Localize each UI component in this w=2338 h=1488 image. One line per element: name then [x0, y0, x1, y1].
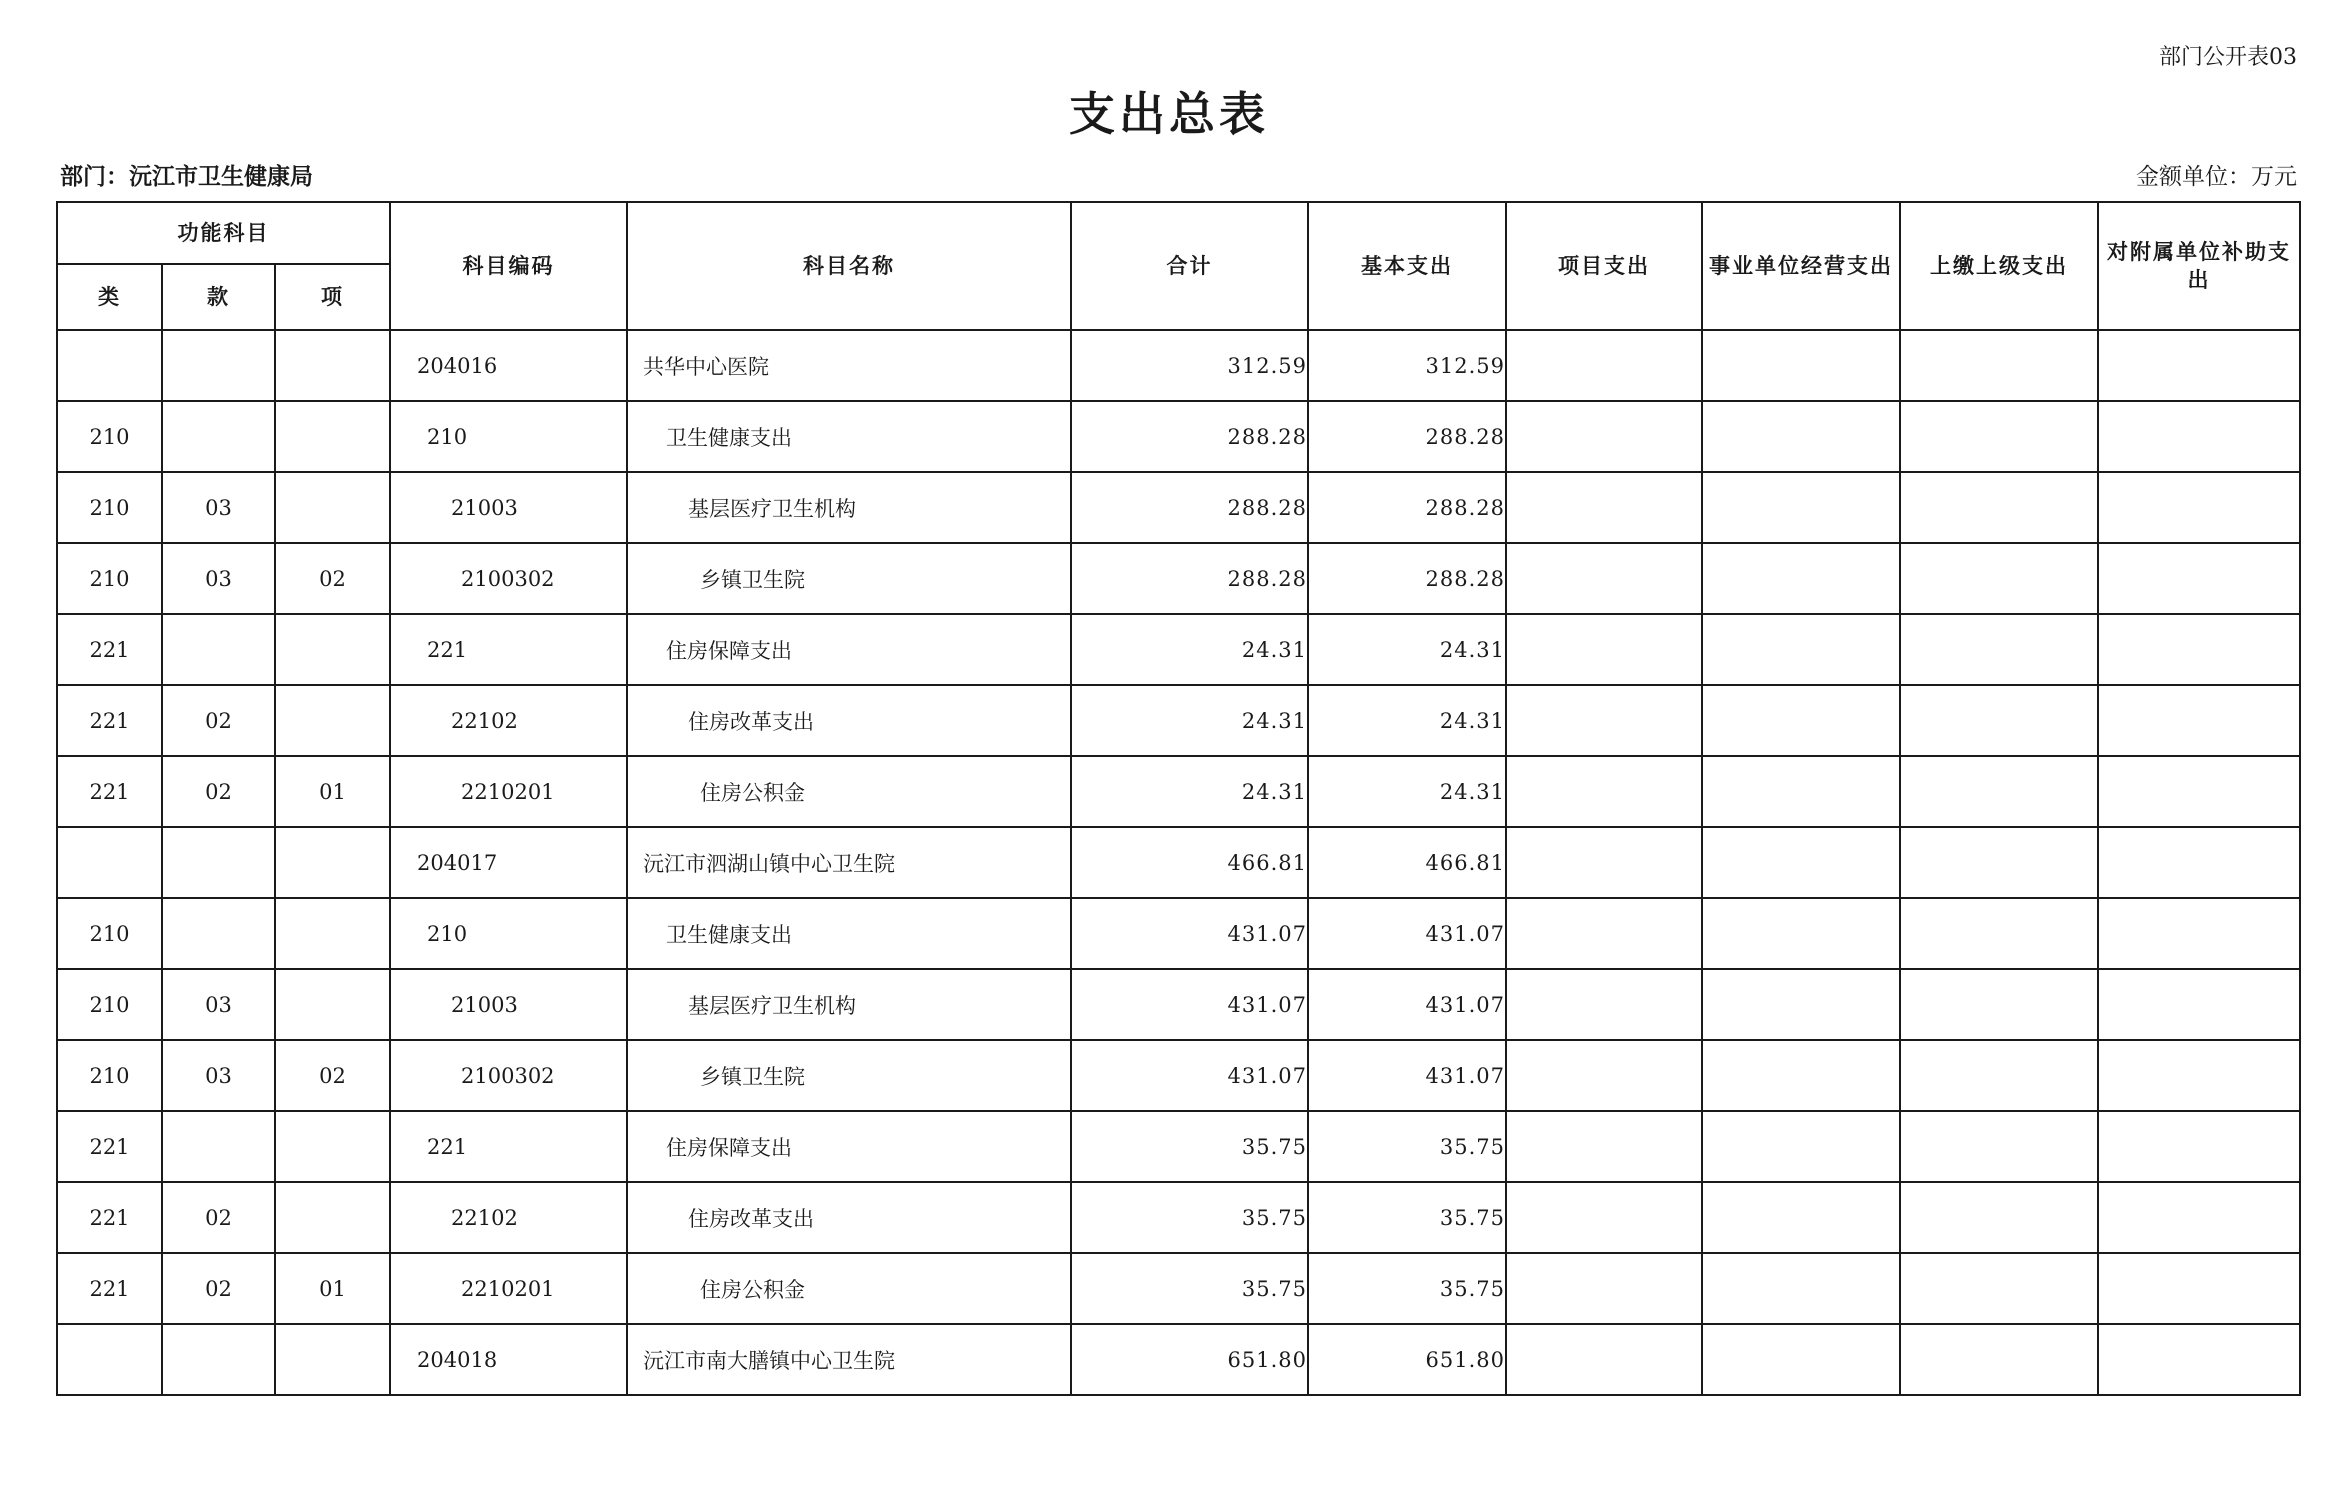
- table-row: [57, 898, 2300, 969]
- table-row: [57, 1040, 2300, 1111]
- table-row: [57, 1324, 2300, 1395]
- cell-subsidy: [2098, 1040, 2300, 1111]
- table-header: [57, 202, 2300, 330]
- cell-xiang: [275, 685, 390, 756]
- cell-total: 651.80: [1071, 1324, 1308, 1395]
- cell-basic: 312.59: [1308, 330, 1506, 401]
- cell-project: [1506, 472, 1702, 543]
- cell-code: 22102: [390, 1182, 627, 1253]
- cell-business: [1702, 685, 1900, 756]
- header-upper: 上缴上级支出: [1900, 202, 2098, 330]
- cell-project: [1506, 330, 1702, 401]
- cell-name: 住房改革支出: [627, 685, 1071, 756]
- cell-upper: [1900, 401, 2098, 472]
- cell-code: 221: [390, 1111, 627, 1182]
- cell-subsidy: [2098, 969, 2300, 1040]
- cell-lei: 210: [57, 898, 162, 969]
- cell-lei: 221: [57, 756, 162, 827]
- cell-project: [1506, 1111, 1702, 1182]
- cell-upper: [1900, 827, 2098, 898]
- header-business: 事业单位经营支出: [1702, 202, 1900, 330]
- cell-business: [1702, 756, 1900, 827]
- cell-business: [1702, 401, 1900, 472]
- cell-lei: 210: [57, 969, 162, 1040]
- cell-kuan: [162, 401, 275, 472]
- cell-kuan: 02: [162, 756, 275, 827]
- cell-upper: [1900, 1253, 2098, 1324]
- cell-total: 466.81: [1071, 827, 1308, 898]
- cell-total: 288.28: [1071, 401, 1308, 472]
- cell-business: [1702, 472, 1900, 543]
- cell-basic: 24.31: [1308, 685, 1506, 756]
- cell-total: 288.28: [1071, 472, 1308, 543]
- cell-basic: 651.80: [1308, 1324, 1506, 1395]
- cell-basic: 24.31: [1308, 614, 1506, 685]
- table-row: [57, 330, 2300, 401]
- cell-business: [1702, 330, 1900, 401]
- cell-business: [1702, 1324, 1900, 1395]
- cell-code: 2100302: [390, 543, 627, 614]
- cell-xiang: [275, 969, 390, 1040]
- cell-name: 住房公积金: [627, 756, 1071, 827]
- cell-name: 沅江市泗湖山镇中心卫生院: [627, 827, 1071, 898]
- cell-project: [1506, 1253, 1702, 1324]
- cell-lei: 210: [57, 543, 162, 614]
- cell-upper: [1900, 1182, 2098, 1253]
- cell-basic: 431.07: [1308, 1040, 1506, 1111]
- cell-upper: [1900, 1111, 2098, 1182]
- cell-xiang: [275, 898, 390, 969]
- header-code: 科目编码: [390, 202, 627, 330]
- cell-name: 乡镇卫生院: [627, 543, 1071, 614]
- cell-code: 2210201: [390, 756, 627, 827]
- cell-xiang: 01: [275, 1253, 390, 1324]
- cell-project: [1506, 614, 1702, 685]
- cell-business: [1702, 614, 1900, 685]
- cell-subsidy: [2098, 756, 2300, 827]
- cell-lei: [57, 330, 162, 401]
- cell-project: [1506, 543, 1702, 614]
- cell-xiang: [275, 1324, 390, 1395]
- cell-code: 210: [390, 898, 627, 969]
- cell-code: 204016: [390, 330, 627, 401]
- header-total: 合计: [1071, 202, 1308, 330]
- cell-total: 431.07: [1071, 898, 1308, 969]
- cell-name: 共华中心医院: [627, 330, 1071, 401]
- cell-business: [1702, 543, 1900, 614]
- cell-business: [1702, 1182, 1900, 1253]
- cell-kuan: [162, 898, 275, 969]
- cell-business: [1702, 1111, 1900, 1182]
- cell-code: 21003: [390, 969, 627, 1040]
- cell-basic: 288.28: [1308, 401, 1506, 472]
- cell-lei: [57, 827, 162, 898]
- header-xiang: 项: [275, 264, 390, 330]
- cell-name: 基层医疗卫生机构: [627, 472, 1071, 543]
- unit-label: 金额单位：万元: [2136, 164, 2297, 190]
- cell-code: 2210201: [390, 1253, 627, 1324]
- cell-xiang: 02: [275, 543, 390, 614]
- cell-basic: 35.75: [1308, 1253, 1506, 1324]
- header-kuan: 款: [162, 264, 275, 330]
- cell-business: [1702, 969, 1900, 1040]
- cell-subsidy: [2098, 1111, 2300, 1182]
- cell-name: 沅江市南大膳镇中心卫生院: [627, 1324, 1071, 1395]
- cell-upper: [1900, 472, 2098, 543]
- cell-xiang: 02: [275, 1040, 390, 1111]
- cell-xiang: 01: [275, 756, 390, 827]
- cell-kuan: [162, 614, 275, 685]
- cell-name: 基层医疗卫生机构: [627, 969, 1071, 1040]
- cell-kuan: 03: [162, 969, 275, 1040]
- cell-project: [1506, 1040, 1702, 1111]
- cell-total: 35.75: [1071, 1182, 1308, 1253]
- cell-business: [1702, 827, 1900, 898]
- header-func-group: 功能科目: [57, 202, 390, 264]
- cell-kuan: 02: [162, 685, 275, 756]
- cell-basic: 288.28: [1308, 543, 1506, 614]
- cell-code: 204018: [390, 1324, 627, 1395]
- cell-name: 住房保障支出: [627, 614, 1071, 685]
- cell-upper: [1900, 898, 2098, 969]
- cell-code: 21003: [390, 472, 627, 543]
- table-row: [57, 827, 2300, 898]
- header-subsidy: 对附属单位补助支出: [2098, 202, 2300, 330]
- cell-lei: 221: [57, 1111, 162, 1182]
- cell-code: 22102: [390, 685, 627, 756]
- cell-project: [1506, 969, 1702, 1040]
- cell-upper: [1900, 685, 2098, 756]
- cell-upper: [1900, 543, 2098, 614]
- cell-kuan: [162, 827, 275, 898]
- table-row: [57, 1111, 2300, 1182]
- cell-total: 35.75: [1071, 1111, 1308, 1182]
- cell-subsidy: [2098, 827, 2300, 898]
- cell-total: 431.07: [1071, 969, 1308, 1040]
- cell-total: 312.59: [1071, 330, 1308, 401]
- cell-project: [1506, 827, 1702, 898]
- cell-code: 221: [390, 614, 627, 685]
- table-body: [57, 330, 2300, 1395]
- cell-business: [1702, 1040, 1900, 1111]
- cell-lei: 221: [57, 614, 162, 685]
- cell-name: 住房保障支出: [627, 1111, 1071, 1182]
- cell-project: [1506, 685, 1702, 756]
- cell-total: 35.75: [1071, 1253, 1308, 1324]
- cell-total: 24.31: [1071, 614, 1308, 685]
- cell-kuan: 02: [162, 1253, 275, 1324]
- department-label: 部门：沅江市卫生健康局: [60, 164, 313, 190]
- cell-subsidy: [2098, 330, 2300, 401]
- cell-code: 2100302: [390, 1040, 627, 1111]
- cell-basic: 466.81: [1308, 827, 1506, 898]
- table-row: [57, 543, 2300, 614]
- cell-subsidy: [2098, 472, 2300, 543]
- table-row: [57, 1253, 2300, 1324]
- cell-subsidy: [2098, 1182, 2300, 1253]
- cell-subsidy: [2098, 898, 2300, 969]
- header-project: 项目支出: [1506, 202, 1702, 330]
- table-row: [57, 685, 2300, 756]
- cell-kuan: [162, 1111, 275, 1182]
- cell-lei: 210: [57, 1040, 162, 1111]
- cell-kuan: [162, 1324, 275, 1395]
- cell-xiang: [275, 472, 390, 543]
- cell-subsidy: [2098, 401, 2300, 472]
- cell-basic: 288.28: [1308, 472, 1506, 543]
- cell-lei: 221: [57, 1253, 162, 1324]
- cell-xiang: [275, 1182, 390, 1253]
- cell-lei: 210: [57, 472, 162, 543]
- cell-lei: 221: [57, 685, 162, 756]
- cell-kuan: 03: [162, 1040, 275, 1111]
- cell-project: [1506, 898, 1702, 969]
- cell-subsidy: [2098, 614, 2300, 685]
- cell-basic: 431.07: [1308, 898, 1506, 969]
- expenditure-table: [56, 201, 2301, 1396]
- cell-basic: 35.75: [1308, 1182, 1506, 1253]
- cell-name: 卫生健康支出: [627, 898, 1071, 969]
- cell-upper: [1900, 1040, 2098, 1111]
- cell-xiang: [275, 827, 390, 898]
- cell-code: 204017: [390, 827, 627, 898]
- cell-xiang: [275, 330, 390, 401]
- header-lei: 类: [57, 264, 162, 330]
- cell-total: 24.31: [1071, 756, 1308, 827]
- cell-xiang: [275, 614, 390, 685]
- cell-upper: [1900, 756, 2098, 827]
- cell-upper: [1900, 969, 2098, 1040]
- cell-basic: 431.07: [1308, 969, 1506, 1040]
- cell-project: [1506, 401, 1702, 472]
- cell-business: [1702, 898, 1900, 969]
- cell-name: 乡镇卫生院: [627, 1040, 1071, 1111]
- cell-basic: 24.31: [1308, 756, 1506, 827]
- cell-upper: [1900, 1324, 2098, 1395]
- table-row: [57, 756, 2300, 827]
- cell-xiang: [275, 1111, 390, 1182]
- cell-project: [1506, 756, 1702, 827]
- cell-lei: 221: [57, 1182, 162, 1253]
- cell-kuan: 02: [162, 1182, 275, 1253]
- cell-subsidy: [2098, 685, 2300, 756]
- page-title: 支出总表: [1069, 87, 1269, 141]
- cell-total: 431.07: [1071, 1040, 1308, 1111]
- cell-total: 288.28: [1071, 543, 1308, 614]
- cell-kuan: [162, 330, 275, 401]
- cell-subsidy: [2098, 1324, 2300, 1395]
- table-row: [57, 401, 2300, 472]
- cell-name: 卫生健康支出: [627, 401, 1071, 472]
- cell-lei: 210: [57, 401, 162, 472]
- cell-name: 住房改革支出: [627, 1182, 1071, 1253]
- table-row: [57, 1182, 2300, 1253]
- cell-business: [1702, 1253, 1900, 1324]
- cell-project: [1506, 1182, 1702, 1253]
- cell-name: 住房公积金: [627, 1253, 1071, 1324]
- cell-xiang: [275, 401, 390, 472]
- table-row: [57, 969, 2300, 1040]
- cell-project: [1506, 1324, 1702, 1395]
- form-code: 部门公开表03: [2159, 45, 2297, 70]
- cell-kuan: 03: [162, 472, 275, 543]
- cell-subsidy: [2098, 543, 2300, 614]
- cell-subsidy: [2098, 1253, 2300, 1324]
- cell-basic: 35.75: [1308, 1111, 1506, 1182]
- cell-total: 24.31: [1071, 685, 1308, 756]
- header-name: 科目名称: [627, 202, 1071, 330]
- table-row: [57, 614, 2300, 685]
- header-basic: 基本支出: [1308, 202, 1506, 330]
- cell-code: 210: [390, 401, 627, 472]
- cell-upper: [1900, 330, 2098, 401]
- cell-upper: [1900, 614, 2098, 685]
- cell-kuan: 03: [162, 543, 275, 614]
- table-row: [57, 472, 2300, 543]
- cell-lei: [57, 1324, 162, 1395]
